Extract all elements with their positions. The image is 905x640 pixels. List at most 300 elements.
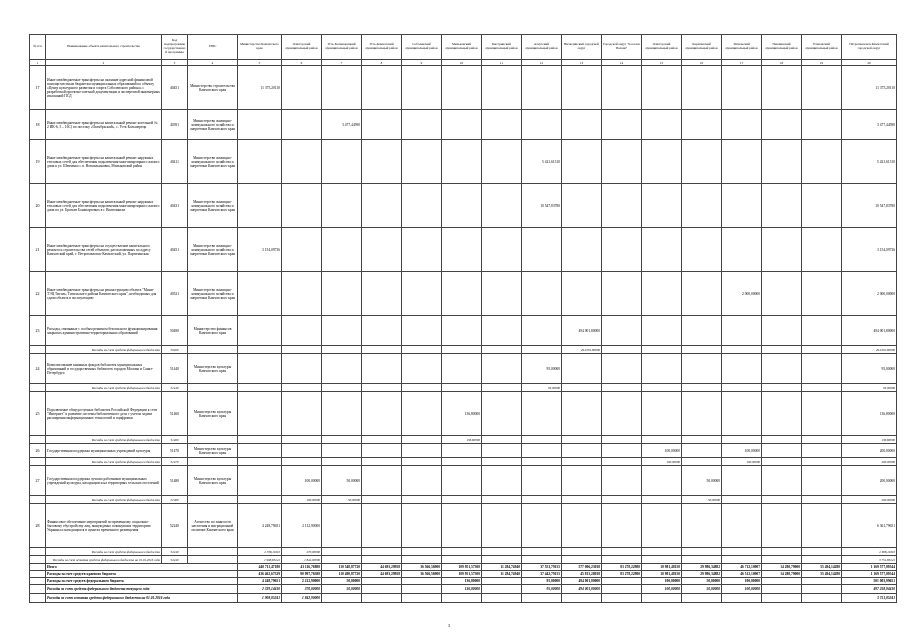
amount-cell <box>282 110 322 140</box>
amount-cell <box>762 466 802 496</box>
column-header: Усть-Камчатский муниципальный район <box>362 35 402 60</box>
amount-cell <box>802 384 842 392</box>
amount-cell <box>322 392 362 436</box>
amount-cell <box>642 556 682 564</box>
amount-cell <box>562 392 602 436</box>
amount-cell <box>602 272 642 316</box>
amount-cell <box>522 392 562 436</box>
amount-cell <box>562 140 602 184</box>
amount-cell <box>238 110 282 140</box>
column-number: 10 <box>442 60 482 66</box>
row-number: 22 <box>30 272 46 316</box>
summary-amount: 4 248,79651 <box>238 578 282 585</box>
column-number: 7 <box>322 60 362 66</box>
summary-label: Расходы за счет средств федерального бюджета <box>46 578 238 585</box>
table-row <box>30 444 897 458</box>
amount-cell <box>522 444 562 458</box>
row-number-empty <box>30 458 46 466</box>
amount-cell <box>642 504 682 548</box>
amount-cell <box>482 140 522 184</box>
amount-cell <box>642 66 682 110</box>
amount-cell <box>642 354 682 384</box>
subprogram-code: 40521 <box>162 272 188 316</box>
amount-cell <box>362 458 402 466</box>
amount-cell <box>362 466 402 496</box>
amount-cell <box>802 346 842 354</box>
table-subrow <box>30 496 897 504</box>
amount-cell <box>362 444 402 458</box>
amount-cell <box>802 504 842 548</box>
amount-cell <box>762 316 802 346</box>
amount-cell <box>522 548 562 556</box>
amount-cell <box>362 272 402 316</box>
summary-amount: 436 462,67529 <box>238 571 282 578</box>
amount-cell <box>802 436 842 444</box>
summary-amount: 11 284,74940 <box>482 571 522 578</box>
amount-cell <box>722 110 762 140</box>
column-number: 3 <box>162 60 188 66</box>
amount-cell <box>482 66 522 110</box>
amount-cell <box>722 384 762 392</box>
amount-cell <box>642 346 682 354</box>
summary-amount <box>642 594 682 603</box>
amount-cell <box>482 272 522 316</box>
subprogram-code: 51480 <box>162 496 188 504</box>
table-subrow <box>30 556 897 564</box>
grbs-name: Министерство жилищно-коммунального хозяйства и энергетики Камчатского края <box>188 140 238 184</box>
amount-cell <box>682 110 722 140</box>
amount-cell: 100,00000 <box>282 466 322 496</box>
amount-cell <box>682 392 722 436</box>
amount-cell <box>562 110 602 140</box>
summary-amount: 55 494,14280 <box>802 571 842 578</box>
grbs-name: Министерство культуры Камчатского края <box>188 354 238 384</box>
amount-cell <box>722 504 762 548</box>
amount-cell <box>682 66 722 110</box>
amount-cell <box>762 556 802 564</box>
summary-amount: 29 986,34882 <box>682 564 722 571</box>
amount-cell <box>682 346 722 354</box>
column-number: 9 <box>402 60 442 66</box>
row-number: 20 <box>30 184 46 228</box>
funding-source: Расходы за счет средств федерального бюджета <box>46 458 162 466</box>
summary-amount <box>402 594 442 603</box>
row-total: 5 421,61310 <box>842 140 897 184</box>
amount-cell: 100,00000 <box>722 444 762 458</box>
amount-cell <box>362 556 402 564</box>
amount-cell <box>442 458 482 466</box>
summary-amount: 2 339,14410 <box>238 585 282 594</box>
column-header: Наименование объекта капитального строительства <box>46 35 162 60</box>
subprogram-code: 51480 <box>162 466 188 496</box>
summary-total: 501 003,99651 <box>842 578 897 585</box>
amount-cell <box>402 184 442 228</box>
amount-cell <box>802 444 842 458</box>
column-number: 17 <box>722 60 762 66</box>
subprogram-code: 52240 <box>162 504 188 548</box>
amount-cell <box>402 140 442 184</box>
column-number: 4 <box>188 60 238 66</box>
funding-source: Расходы за счет средств федерального бюджета <box>46 548 162 556</box>
amount-cell <box>482 458 522 466</box>
object-name: Иные межбюджетные трансферты на оказание адресной финансовой помощи местным бюджетам муниципальных образований по объекту «Центр культурного развития и спорта Соболевского района» с разработкой проектно-сметной документации и экспертизой инженерных изысканий ПСД <box>46 66 162 110</box>
amount-cell <box>482 316 522 346</box>
amount-cell <box>362 496 402 504</box>
amount-cell <box>402 66 442 110</box>
summary-amount: 494 001,80000 <box>562 585 602 594</box>
amount-cell <box>682 504 722 548</box>
amount-cell: 2 000,00000 <box>722 272 762 316</box>
amount-cell <box>362 140 402 184</box>
amount-cell <box>802 458 842 466</box>
row-number: 17 <box>30 66 46 110</box>
amount-cell <box>442 228 482 272</box>
amount-cell <box>442 316 482 346</box>
row-number: 21 <box>30 228 46 272</box>
table-row <box>30 140 897 184</box>
summary-amount: 43 116,76880 <box>282 564 322 571</box>
page-number: 3 <box>448 623 450 628</box>
amount-cell <box>482 384 522 392</box>
amount-cell <box>762 272 802 316</box>
subprogram-code: 40451 <box>162 66 188 110</box>
table-row <box>30 392 897 436</box>
amount-cell <box>442 354 482 384</box>
summary-amount: 100,00000 <box>722 578 762 585</box>
column-number: 20 <box>842 60 897 66</box>
amount-cell <box>682 384 722 392</box>
column-header: Алеутский муниципальный район <box>522 35 562 60</box>
amount-cell: 3 477,44590 <box>322 110 362 140</box>
amount-cell <box>482 556 522 564</box>
object-name: Иные межбюджетные трансферты на реконструкцию объекта "Мини-ТЭЦ Тигиль, Тигильского района Камчатского края", необходимых для сдачи объекта в эксплуатацию <box>46 272 162 316</box>
amount-cell <box>722 436 762 444</box>
summary-amount: 83 278,22980 <box>602 571 642 578</box>
amount-cell <box>722 140 762 184</box>
summary-amount: 37 553,79155 <box>522 564 562 571</box>
amount-cell <box>682 272 722 316</box>
amount-cell <box>238 140 282 184</box>
table-subrow <box>30 346 897 354</box>
amount-cell <box>522 66 562 110</box>
amount-cell <box>722 228 762 272</box>
summary-total: 1 169 577,09544 <box>842 564 897 571</box>
row-total: 3 751,85241 <box>842 556 897 564</box>
amount-cell <box>562 184 602 228</box>
amount-cell <box>522 466 562 496</box>
grbs-empty <box>188 436 238 444</box>
amount-cell: 3 154,09736 <box>238 228 282 272</box>
amount-cell <box>282 346 322 354</box>
row-number-empty <box>30 496 46 504</box>
amount-cell <box>522 556 562 564</box>
amount-cell <box>282 392 322 436</box>
summary-amount: 100,00000 <box>642 585 682 594</box>
amount-cell <box>762 228 802 272</box>
amount-cell <box>562 496 602 504</box>
summary-amount: 55 494,14280 <box>802 564 842 571</box>
column-number: 6 <box>282 60 322 66</box>
amount-cell <box>238 272 282 316</box>
funding-source: Расходы за счет средств федерального бюджета <box>46 346 162 354</box>
amount-cell <box>642 392 682 436</box>
subprogram-code: 51440 <box>162 384 188 392</box>
amount-cell <box>562 272 602 316</box>
amount-cell <box>802 110 842 140</box>
amount-cell <box>282 436 322 444</box>
column-header: Петропавловск-Камчатский городской округ <box>842 35 897 60</box>
amount-cell <box>602 228 642 272</box>
amount-cell <box>802 548 842 556</box>
amount-cell <box>762 346 802 354</box>
amount-cell <box>722 556 762 564</box>
summary-amount <box>362 585 402 594</box>
grbs-name: Министерство жилищно-коммунального хозяйства и энергетики Камчатского края <box>188 184 238 228</box>
grbs-name: Министерство жилищно-коммунального хозяйства и энергетики Камчатского края <box>188 228 238 272</box>
summary-amount: 95,00000 <box>522 578 562 585</box>
amount-cell <box>402 228 442 272</box>
amount-cell <box>362 184 402 228</box>
summary-amount <box>362 594 402 603</box>
amount-cell <box>682 184 722 228</box>
row-total: 95,00000 <box>842 384 897 392</box>
amount-cell <box>238 458 282 466</box>
summary-amount: 2 212,90000 <box>282 578 322 585</box>
amount-cell <box>362 66 402 110</box>
table-subrow <box>30 436 897 444</box>
summary-no-empty <box>30 571 46 578</box>
subprogram-code: 40451 <box>162 228 188 272</box>
amount-cell <box>442 496 482 504</box>
grbs-name: Министерство жилищно-коммунального хозяйства и энергетики Камчатского края <box>188 272 238 316</box>
table-row <box>30 66 897 110</box>
amount-cell <box>282 316 322 346</box>
amount-cell: 100,00000 <box>282 496 322 504</box>
amount-cell <box>362 504 402 548</box>
amount-cell <box>562 458 602 466</box>
summary-amount <box>402 585 442 594</box>
funding-source: Расходы за счет средств федерального бюджета <box>46 496 162 504</box>
summary-amount <box>482 578 522 585</box>
subprogram-code: 50490 <box>162 316 188 346</box>
column-header: Код подпрограммы государственной программы <box>162 35 188 60</box>
row-total: 136,80000 <box>842 392 897 436</box>
amount-cell <box>642 548 682 556</box>
summary-amount: 50,00000 <box>322 578 362 585</box>
table-row <box>30 110 897 140</box>
amount-cell <box>402 392 442 436</box>
row-total: 136,80000 <box>842 436 897 444</box>
amount-cell <box>722 548 762 556</box>
summary-row <box>30 571 897 578</box>
amount-cell <box>482 548 522 556</box>
amount-cell <box>642 316 682 346</box>
amount-cell <box>642 436 682 444</box>
summary-amount <box>762 594 802 603</box>
summary-amount: 29 986,34882 <box>682 571 722 578</box>
summary-no-empty <box>30 564 46 571</box>
summary-amount: 136,80000 <box>442 578 482 585</box>
subprogram-code: 50490 <box>162 346 188 354</box>
amount-cell <box>322 228 362 272</box>
amount-cell <box>602 140 642 184</box>
amount-cell <box>238 444 282 458</box>
row-total: 200,00000 <box>842 444 897 458</box>
amount-cell <box>602 556 642 564</box>
column-header: Городской округ "поселок Палана" <box>602 35 642 60</box>
amount-cell: 50,00000 <box>682 466 722 496</box>
amount-cell <box>482 466 522 496</box>
grbs-name: Агентство по занятости населения и миграционной политике Камчатского края <box>188 504 238 548</box>
amount-cell <box>522 272 562 316</box>
summary-amount: 46 712,10907 <box>722 564 762 571</box>
grbs-name: Министерство культуры Камчатского края <box>188 444 238 458</box>
amount-cell <box>322 504 362 548</box>
subprogram-code: 51440 <box>162 354 188 384</box>
amount-cell <box>322 444 362 458</box>
amount-cell: 50,00000 <box>682 496 722 504</box>
column-number: 1 <box>30 60 46 66</box>
column-header: Олюторский муниципальный район <box>282 35 322 60</box>
amount-cell <box>802 556 842 564</box>
amount-cell <box>642 384 682 392</box>
amount-cell <box>802 316 842 346</box>
budget-table-sheet <box>29 34 895 603</box>
amount-cell <box>642 228 682 272</box>
amount-cell <box>322 354 362 384</box>
amount-cell <box>802 140 842 184</box>
row-number-empty <box>30 346 46 354</box>
column-number: 15 <box>642 60 682 66</box>
amount-cell <box>282 66 322 110</box>
amount-cell <box>682 316 722 346</box>
amount-cell <box>402 444 442 458</box>
amount-cell <box>442 556 482 564</box>
row-number-empty <box>30 436 46 444</box>
grbs-name: Министерство строительства Камчатского края <box>188 66 238 110</box>
object-name: Иные межбюджетные трансферты на капитальный ремонт наружных тепловых сетей для обеспечения подключения многоквартирного жилого дома по ул. Братьев Бонапартовых в г. Вилючинске <box>46 184 162 228</box>
row-total: 494 001,80000 <box>842 346 897 354</box>
amount-cell <box>402 458 442 466</box>
summary-total: 497 258,94410 <box>842 585 897 594</box>
amount-cell <box>682 436 722 444</box>
column-number: 5 <box>238 60 282 66</box>
amount-cell: 270,00000 <box>282 548 322 556</box>
object-name: Подключение общедоступных библиотек Российской Федерации к сети "Интернет" и развитие системы библиотечного дела с учетом задачи расширения информационных технологий и оцифровки <box>46 392 162 436</box>
amount-cell <box>682 354 722 384</box>
amount-cell <box>402 436 442 444</box>
summary-amount: 577 006,23038 <box>562 564 602 571</box>
column-number: 19 <box>802 60 842 66</box>
amount-cell <box>482 504 522 548</box>
amount-cell <box>402 272 442 316</box>
summary-row <box>30 564 897 571</box>
column-header: № п/п <box>30 35 46 60</box>
column-header: Карагинский муниципальный район <box>682 35 722 60</box>
row-number: 19 <box>30 140 46 184</box>
column-header: ГРБС <box>188 35 238 60</box>
amount-cell <box>238 496 282 504</box>
amount-cell <box>362 354 402 384</box>
summary-label: Расходы за счет остатка средств федерального бюджета на 01.01.2016 года <box>46 594 238 603</box>
amount-cell <box>442 444 482 458</box>
amount-cell <box>762 384 802 392</box>
amount-cell <box>682 548 722 556</box>
amount-cell <box>802 66 842 110</box>
summary-amount: 10 981,48150 <box>642 571 682 578</box>
summary-amount: 10 981,48150 <box>642 564 682 571</box>
amount-cell <box>362 384 402 392</box>
funding-source: Расходы за счет остатка средств федерального бюджета на 01.01.2016 года <box>46 556 162 564</box>
amount-cell <box>602 548 642 556</box>
amount-cell <box>322 436 362 444</box>
amount-cell <box>322 346 362 354</box>
column-number: 12 <box>522 60 562 66</box>
summary-amount: 44 693,29958 <box>362 564 402 571</box>
summary-amount <box>762 578 802 585</box>
column-header: Олюторский муниципальный район <box>642 35 682 60</box>
object-name: Комплектование книжных фондов библиотек муниципальных образований и государственных библиотек городов Москвы и Санкт-Петербурга <box>46 354 162 384</box>
column-header: Соболевский муниципальный район <box>402 35 442 60</box>
summary-no-empty <box>30 578 46 585</box>
amount-cell <box>762 496 802 504</box>
row-number: 23 <box>30 316 46 346</box>
amount-cell: 100,00000 <box>642 444 682 458</box>
summary-amount: 14 280,79000 <box>762 564 802 571</box>
summary-no-empty <box>30 585 46 594</box>
amount-cell <box>602 384 642 392</box>
row-total: 10 547,83780 <box>842 184 897 228</box>
column-number: 11 <box>482 60 522 66</box>
row-number: 25 <box>30 392 46 436</box>
amount-cell <box>402 354 442 384</box>
amount-cell <box>642 272 682 316</box>
table-subrow <box>30 548 897 556</box>
summary-amount: 36 566,56900 <box>402 571 442 578</box>
summary-amount: 1 908,85241 <box>238 594 282 603</box>
amount-cell <box>762 458 802 466</box>
grbs-name: Министерство культуры Камчатского края <box>188 466 238 496</box>
amount-cell <box>602 392 642 436</box>
summary-amount: 109 951,57300 <box>442 571 482 578</box>
summary-amount: 440 711,47180 <box>238 564 282 571</box>
summary-total: 3 751,85241 <box>842 594 897 603</box>
summary-amount: 50,00000 <box>682 578 722 585</box>
summary-amount: 109 951,57300 <box>442 564 482 571</box>
amount-cell <box>482 392 522 436</box>
object-name: Финансовое обеспечение мероприятий по временному социально-бытовому обустройству лиц, вынужденно покинувших территорию Украины и находящихся в пунктах временного размещения <box>46 504 162 548</box>
row-total: 494 001,80000 <box>842 316 897 346</box>
amount-cell <box>362 436 402 444</box>
amount-cell: 95,00000 <box>522 354 562 384</box>
amount-cell <box>802 272 842 316</box>
amount-cell <box>762 140 802 184</box>
amount-cell <box>282 444 322 458</box>
summary-row <box>30 585 897 594</box>
object-name: Иные межбюджетные трансферты на капитальный ремонт наружных тепловых сетей для обеспечения подключения многоквартирного жилого дома к ул. Шевченко с.п. Новоильиновка, Мильковский район <box>46 140 162 184</box>
column-header: Елизовский муниципальный район <box>802 35 842 60</box>
amount-cell <box>482 496 522 504</box>
amount-cell <box>442 184 482 228</box>
amount-cell <box>282 354 322 384</box>
amount-cell <box>802 466 842 496</box>
amount-cell <box>282 140 322 184</box>
amount-cell: 2 112,90000 <box>282 504 322 548</box>
amount-cell <box>322 184 362 228</box>
subprogram-code: 51460 <box>162 436 188 444</box>
amount-cell <box>362 228 402 272</box>
amount-cell <box>562 354 602 384</box>
